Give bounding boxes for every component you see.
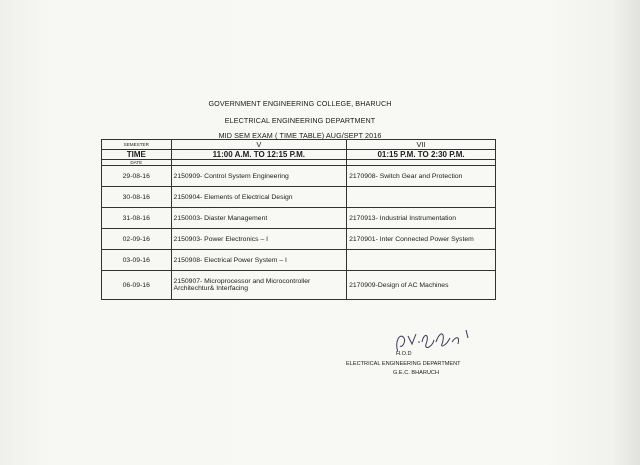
sem-v-subject: 2150003- Diaster Management (171, 208, 347, 229)
date-cell: 02-09-16 (102, 229, 172, 250)
sem-v-subject: 2150904- Elements of Electrical Design (171, 187, 347, 208)
semester-label: SEMESTER (102, 140, 172, 150)
semester-row (102, 140, 496, 150)
table-row (102, 229, 496, 250)
time-vii: 01:15 P.M. TO 2:30 P.M. (347, 150, 496, 160)
sem-v-subject: 2150903- Power Electronics – I (171, 229, 347, 250)
date-label: DATE (102, 160, 172, 166)
sem-vii-subject (347, 250, 496, 271)
date-cell: 31-08-16 (102, 208, 172, 229)
department-title: ELECTRICAL ENGINEERING DEPARTMENT (224, 116, 376, 125)
sem-vii-subject: 2170909-Design of AC Machines (347, 271, 496, 300)
exam-title: MID SEM EXAM ( TIME TABLE) AUG/SEPT 2016 (218, 131, 382, 140)
hod-label: H.O.D (396, 351, 412, 357)
time-v: 11:00 A.M. TO 12:15 P.M. (171, 150, 347, 160)
semester-v: V (171, 140, 347, 150)
timetable (101, 139, 496, 300)
sem-vii-subject: 2170908- Switch Gear and Protection (347, 166, 496, 187)
page-edge-shadow (612, 0, 640, 465)
sem-vii-subject (347, 187, 496, 208)
table-row (102, 166, 496, 187)
time-label: TIME (102, 150, 172, 160)
sem-vii-subject: 2170901- Inter Connected Power System (347, 229, 496, 250)
sem-v-subject: 2150909- Control System Engineering (171, 166, 347, 187)
date-cell: 06-09-16 (102, 271, 172, 300)
semester-vii: VII (347, 140, 496, 150)
table-row (102, 271, 496, 300)
sem-vii-subject: 2170913- Industrial Instrumentation (347, 208, 496, 229)
footer-department: ELECTRICAL ENGINEERING DEPARTMENT (346, 361, 461, 367)
table-row (102, 208, 496, 229)
footer-college: G.E.C. BHARUCH (393, 370, 439, 376)
table-row (102, 250, 496, 271)
date-cell: 03-09-16 (102, 250, 172, 271)
sem-v-subject: 2150908- Electrical Power System – I (171, 250, 347, 271)
sem-v-subject: 2150907- Microprocessor and Microcontroller Architechtur& Interfacing (171, 271, 347, 300)
time-row (102, 150, 496, 160)
date-cell: 29-08-16 (102, 166, 172, 187)
date-cell: 30-08-16 (102, 187, 172, 208)
college-title: GOVERNMENT ENGINEERING COLLEGE, BHARUCH (208, 99, 392, 108)
table-row (102, 187, 496, 208)
